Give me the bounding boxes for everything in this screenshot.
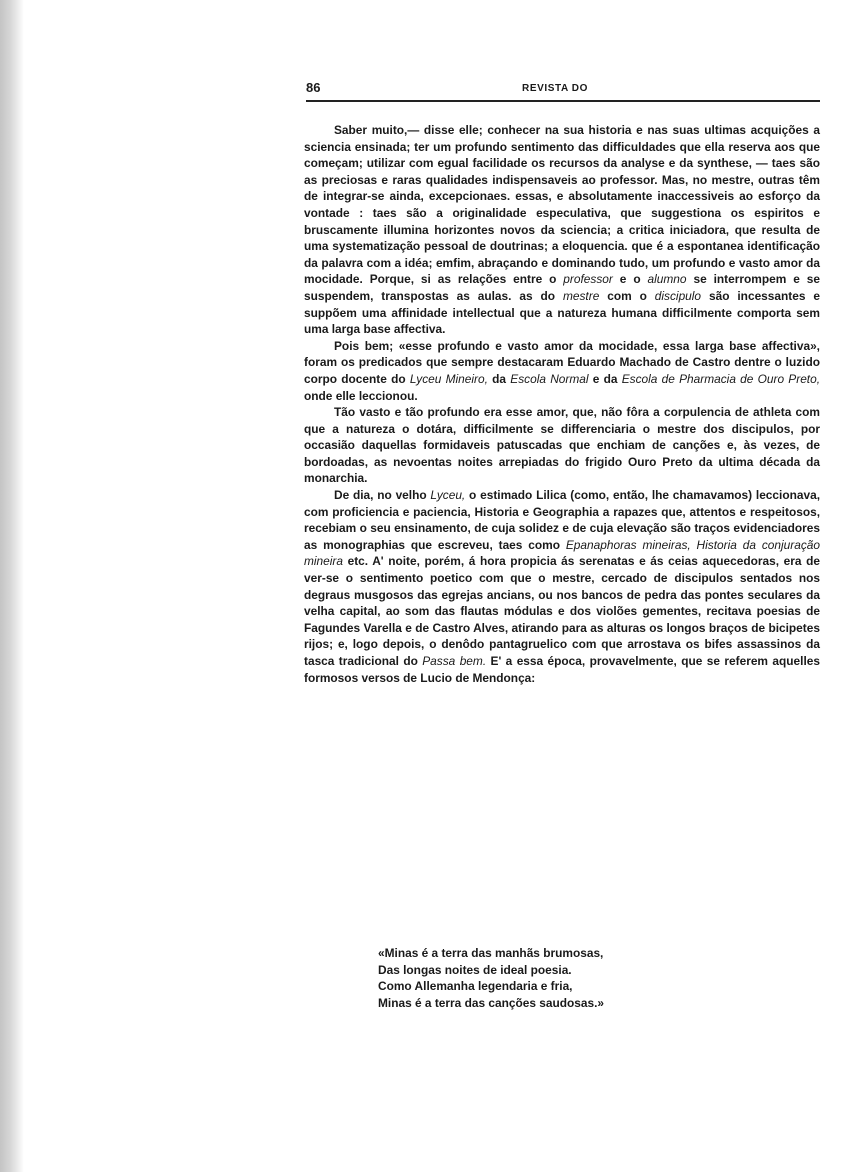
- italic-text: Escola Normal: [510, 371, 589, 386]
- paragraph: [304, 338, 820, 404]
- text-run: onde elle leccionou.: [304, 388, 418, 403]
- text-run: da: [487, 371, 511, 386]
- italic-text: Epanaphoras mineiras, Historia da conjuração mineira: [304, 537, 820, 569]
- poem-line: Das longas noites de ideal poesia.: [378, 962, 572, 977]
- italic-text: alumno: [647, 272, 687, 287]
- text-run: Pois bem; «esse profundo e vasto amor da mocidade, essa larga base affectiva», foram os predicados que sempre destacaram Eduardo Machado de Castro dentre o luzido corpo docente do: [304, 338, 820, 386]
- running-title: REVISTA DO: [522, 83, 589, 94]
- paragraph: [304, 404, 820, 487]
- italic-text: Passa bem.: [422, 654, 487, 668]
- text-run: De dia, no velho: [334, 488, 431, 503]
- text-run: com o: [599, 288, 655, 303]
- text-run: e o: [612, 272, 648, 287]
- book-spine-shadow: [0, 0, 24, 1172]
- poem-quote: [378, 945, 798, 1011]
- text-run: o estimado Lilica (como, então, lhe chamavamos) leccionava, com proficiencia e paciencia, Historia e Geographia a rapazes que, attentos e respeitosos, recebiam o seu ensinamento, de cuja solidez e de cuja elevação são traços evidenciadores as monographias que escreveu, taes como: [304, 488, 821, 552]
- italic-text: Lyceu Mineiro,: [409, 371, 488, 386]
- poem-line: Como Allemanha legendaria e fria,: [378, 979, 573, 994]
- italic-text: Escola de Pharmacia de Ouro Preto,: [621, 371, 821, 386]
- text-run: e da: [588, 371, 622, 386]
- text-run: são incessantes e suppõem uma affinidade intellectual que a natureza humana difficilmente comporta sem uma larga base affectiva.: [304, 288, 820, 337]
- running-header: [306, 82, 820, 102]
- body-text: [304, 122, 820, 686]
- italic-text: professor: [563, 272, 613, 287]
- paragraph: [304, 487, 820, 686]
- italic-text: mestre: [562, 288, 600, 303]
- text-run: Tão vasto e tão profundo era esse amor, que, não fôra a corpulencia de athleta com que a natureza o dotára, difficilmente se differenciaria o mestre dos discipulos, por occasião daquellas formidaveis patuscadas que enchiam de canções e, às vezes, de bordoadas, as nevoentas noites arrepiadas do frigido Ouro Preto da ultima década da monarchia.: [304, 405, 820, 486]
- italic-text: discipulo: [654, 288, 702, 303]
- text-run: se interrompem e se suspendem, transpostas as aulas. as do: [304, 272, 820, 303]
- text-run: Saber muito,— disse elle; conhecer na sua historia e nas suas ultimas acquições a sciencia ensinada; ter um profundo sentimento das difficuldades que ella reserva aos que começam; utilizar com egual facilidade os recursos da analyse e da synthese, — taes são as preciosas e raras qualidades indispensaveis ao professor. Mas, no mestre, outras têm de integrar-se ainda, excepcionaes. essas, e absolutamente inaccessiveis ao esforço da vontade : taes são a originalidade especulativa, que suggestiona os espiritos e bruscamente illumina horizontes novos da sciencia; a critica iniciadora, que resulta de uma systematização pessoal de doutrinas; a eloquencia. que é a espontanea identificação da palavra com a idéa; emfim, abraçando e dominando tudo, um profundo e vasto amor da mocidade. Porque, si as relações entre o: [304, 123, 820, 287]
- text-run: E' a essa época, provavelmente, que se referem aquelles formosos versos de Lucio de Mendonça:: [304, 654, 820, 685]
- italic-text: Lyceu,: [430, 488, 466, 503]
- poem-line: «Minas é a terra das manhãs brumosas,: [378, 946, 604, 960]
- poem-line: Minas é a terra das canções saudosas.»: [378, 995, 605, 1010]
- text-run: etc. A' noite, porém, á hora propicia ás serenatas e ás ceias aquecedoras, era de ver-se o sentimento poetico com que o mestre, cercado de discipulos sentados nos degraus musgosos das egrejas ancians, ou nos bancos de pedra das pontes seculares da velha capital, ao som das flautas módulas e dos violões gementes, recitava poesias de Fagundes Varella e de Castro Alves, atirando para as alturas os longos braços de bicipetes rijos; e, logo depois, o denôdo pantagruelico com que arrostava os bifes assassinos da tasca tradicional do: [304, 554, 820, 668]
- paragraph: [304, 122, 820, 338]
- page-number: 86: [306, 80, 321, 95]
